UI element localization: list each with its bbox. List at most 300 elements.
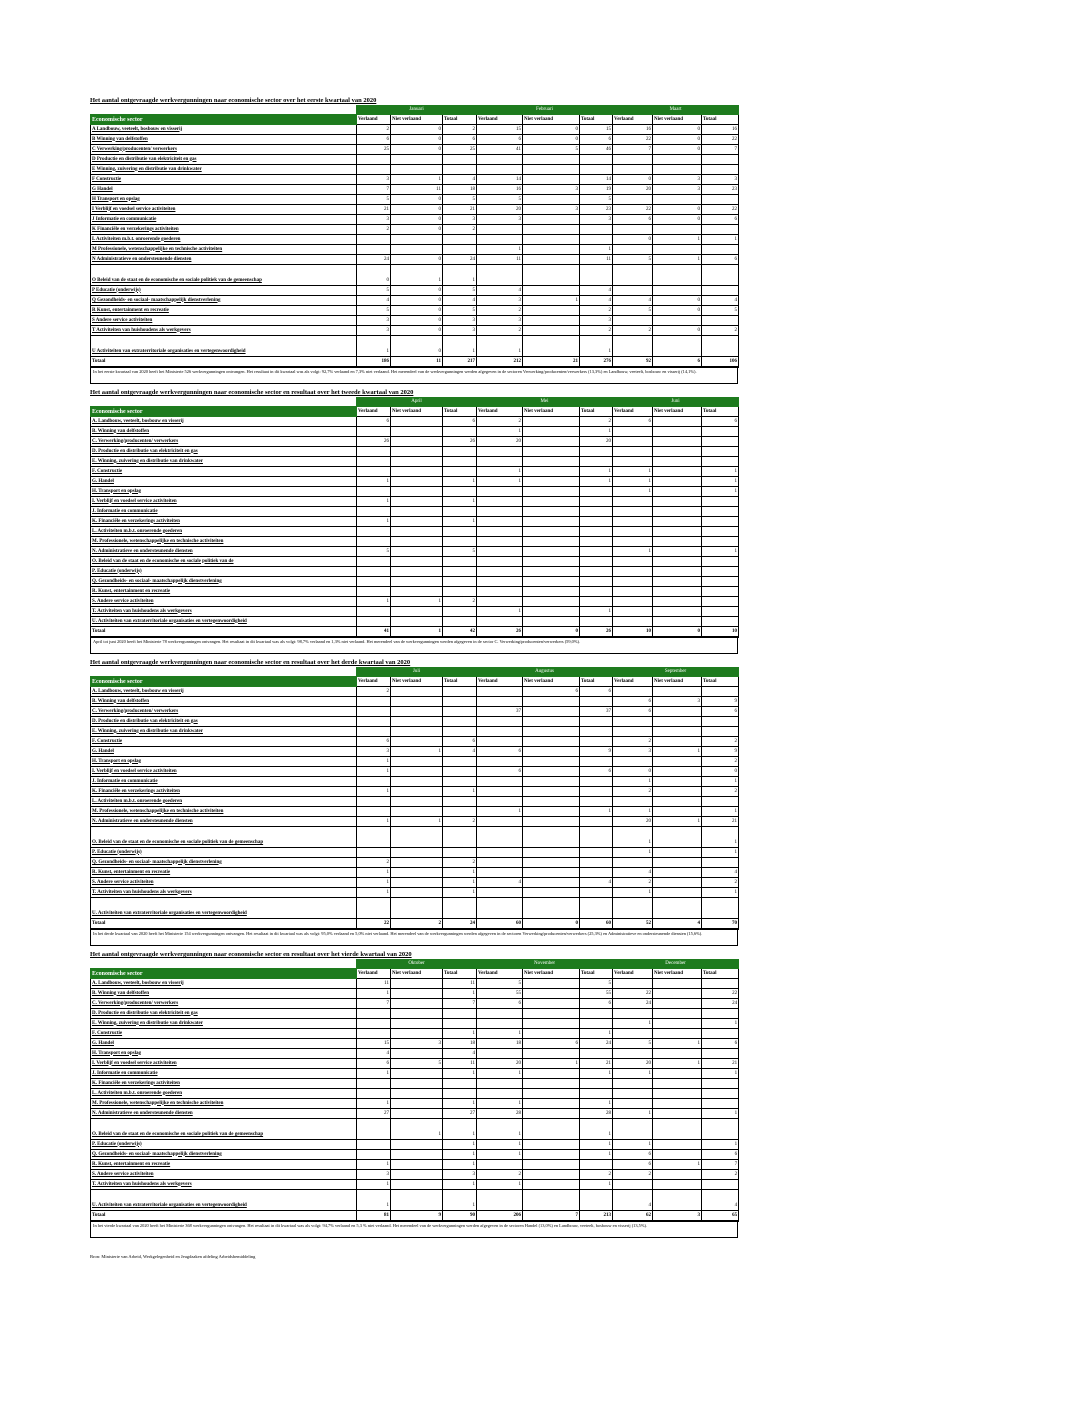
- count-cell: [702, 1099, 739, 1109]
- count-cell: [653, 537, 702, 547]
- count-cell: [613, 577, 653, 587]
- count-cell: [357, 577, 391, 587]
- count-cell: [580, 587, 613, 597]
- count-cell: 0: [391, 336, 443, 357]
- total-cell: 0: [653, 627, 702, 638]
- count-cell: 1: [477, 1140, 523, 1150]
- table-row: [91, 1109, 739, 1119]
- status-column-header: Niet verlaand: [653, 407, 702, 417]
- count-cell: [523, 827, 580, 848]
- count-cell: [613, 858, 653, 868]
- count-cell: [391, 1170, 443, 1180]
- table-row: [91, 1160, 739, 1170]
- sector-name: K Financiële en verzekerings activiteiten: [91, 225, 357, 235]
- count-cell: 1: [702, 807, 739, 817]
- status-column-header: Totaal: [580, 407, 613, 417]
- count-cell: [357, 427, 391, 437]
- count-cell: 21: [357, 205, 391, 215]
- count-cell: 20: [477, 437, 523, 447]
- count-cell: [391, 737, 443, 747]
- count-cell: 0: [702, 767, 739, 777]
- count-cell: 5: [580, 979, 613, 989]
- count-cell: [477, 1079, 523, 1089]
- count-cell: 1: [477, 336, 523, 357]
- count-cell: 3: [357, 175, 391, 185]
- count-cell: 20: [613, 1059, 653, 1069]
- count-cell: [523, 1089, 580, 1099]
- count-cell: [702, 316, 739, 326]
- count-cell: [523, 567, 580, 577]
- count-cell: [653, 286, 702, 296]
- count-cell: 1: [580, 467, 613, 477]
- count-cell: [523, 225, 580, 235]
- count-cell: [523, 1109, 580, 1119]
- count-cell: [653, 888, 702, 898]
- count-cell: 28: [580, 1109, 613, 1119]
- count-cell: [391, 467, 443, 477]
- count-cell: 1: [357, 878, 391, 888]
- count-cell: [357, 457, 391, 467]
- count-cell: [391, 878, 443, 888]
- total-cell: 92: [613, 357, 653, 368]
- count-cell: 37: [580, 707, 613, 717]
- count-cell: 2: [443, 817, 477, 827]
- count-cell: [653, 1140, 702, 1150]
- count-cell: 4: [580, 296, 613, 306]
- count-cell: 1: [580, 477, 613, 487]
- status-column-header: Verlaand: [477, 115, 523, 125]
- count-cell: 1: [477, 245, 523, 255]
- table-row: [91, 707, 739, 717]
- count-cell: [702, 245, 739, 255]
- count-cell: [613, 195, 653, 205]
- count-cell: 7: [702, 145, 739, 155]
- count-cell: 26: [357, 437, 391, 447]
- count-cell: 1: [357, 767, 391, 777]
- total-label: Totaal: [91, 1211, 357, 1222]
- count-cell: 6: [613, 707, 653, 717]
- sector-name: L. Activiteiten m.b.t. onroerende goederen: [91, 527, 357, 537]
- count-cell: 1: [477, 467, 523, 477]
- count-cell: 4: [443, 747, 477, 757]
- column-header-row: [91, 115, 739, 125]
- sector-name: F. Constructie: [91, 1029, 357, 1039]
- count-cell: 7: [443, 999, 477, 1009]
- count-cell: 5: [357, 547, 391, 557]
- count-cell: [613, 316, 653, 326]
- month-header: April: [357, 398, 477, 407]
- count-cell: 1: [702, 1019, 739, 1029]
- count-cell: [613, 1180, 653, 1190]
- status-column-header: Totaal: [580, 969, 613, 979]
- count-cell: 1: [443, 878, 477, 888]
- count-cell: 4: [613, 1190, 653, 1211]
- total-cell: 26: [580, 627, 613, 638]
- count-cell: [391, 989, 443, 999]
- count-cell: 1: [580, 1150, 613, 1160]
- count-cell: 1: [357, 1160, 391, 1170]
- table-row: [91, 145, 739, 155]
- count-cell: [391, 1150, 443, 1160]
- count-cell: [357, 447, 391, 457]
- count-cell: [580, 888, 613, 898]
- total-row: [91, 627, 739, 638]
- status-column-header: Niet verlaand: [523, 407, 580, 417]
- count-cell: 3: [523, 205, 580, 215]
- count-cell: [357, 165, 391, 175]
- count-cell: [613, 587, 653, 597]
- table-row: [91, 1029, 739, 1039]
- table-row: [91, 687, 739, 697]
- count-cell: [580, 1049, 613, 1059]
- count-cell: [391, 707, 443, 717]
- count-cell: [477, 868, 523, 878]
- count-cell: [653, 777, 702, 787]
- count-cell: [443, 777, 477, 787]
- total-cell: 212: [477, 357, 523, 368]
- count-cell: 2: [477, 417, 523, 427]
- count-cell: 4: [443, 296, 477, 306]
- count-cell: 1: [613, 827, 653, 848]
- count-cell: [477, 225, 523, 235]
- table-row: [91, 296, 739, 306]
- count-cell: 11: [477, 255, 523, 265]
- table-row: [91, 1039, 739, 1049]
- count-cell: [613, 557, 653, 567]
- count-cell: 16: [477, 185, 523, 195]
- sector-name: O. Beleid van de staat en de economische en sociale politiek van de: [91, 557, 357, 567]
- count-cell: 1: [357, 989, 391, 999]
- table-row: [91, 888, 739, 898]
- count-cell: [580, 868, 613, 878]
- sector-name: U. Activiteiten van extraterritoriale organisaties en vertegenwoordigheid: [91, 1190, 357, 1211]
- count-cell: [357, 567, 391, 577]
- count-cell: [477, 265, 523, 286]
- month-header-row: [91, 960, 739, 969]
- count-cell: 6: [477, 747, 523, 757]
- count-cell: 1: [702, 1069, 739, 1079]
- count-cell: [613, 979, 653, 989]
- count-cell: [477, 717, 523, 727]
- count-cell: 9: [580, 747, 613, 757]
- table-row: [91, 737, 739, 747]
- table-row: [91, 487, 739, 497]
- total-label: Totaal: [91, 919, 357, 930]
- count-cell: 1: [443, 1119, 477, 1140]
- count-cell: [580, 1089, 613, 1099]
- sector-name: F. Constructie: [91, 737, 357, 747]
- count-cell: [391, 417, 443, 427]
- table-row: [91, 316, 739, 326]
- count-cell: [523, 807, 580, 817]
- count-cell: [391, 1069, 443, 1079]
- table-row: [91, 477, 739, 487]
- count-cell: [580, 617, 613, 627]
- total-cell: 1: [391, 627, 443, 638]
- count-cell: [477, 817, 523, 827]
- count-cell: [477, 577, 523, 587]
- count-cell: [523, 898, 580, 919]
- werkvergunningen-table: [90, 667, 739, 930]
- count-cell: [613, 447, 653, 457]
- count-cell: 2: [443, 125, 477, 135]
- count-cell: 1: [443, 1190, 477, 1211]
- quarter-title: Het aantal ontgevraagde werkvergunningen naar economische sector en resultaat over het tweede kwartaal van 2020: [90, 389, 414, 396]
- table-row: [91, 437, 739, 447]
- count-cell: [443, 697, 477, 707]
- count-cell: [702, 577, 739, 587]
- count-cell: 1: [443, 1029, 477, 1039]
- sector-name: J. Informatie en communicatie: [91, 1069, 357, 1079]
- count-cell: [523, 787, 580, 797]
- count-cell: [391, 1089, 443, 1099]
- status-column-header: Totaal: [443, 115, 477, 125]
- count-cell: [443, 567, 477, 577]
- count-cell: [357, 155, 391, 165]
- quarter-note: In het derde kwartaal van 2020 heeft het Ministerie 154 werkvergunningen ontvangen. Het resultaat in dit kwartaal was als volgt: 95,0% verlaand en 5,0% niet verlaand. Het merendeel van de werkvergunningen werden afgegeven in de sectoren Verwerking/producenten/verwerkers (25,3%) en Administratieve en ondersteunende diensten (15,6%).: [90, 930, 738, 946]
- count-cell: 41: [477, 145, 523, 155]
- count-cell: 1: [653, 1160, 702, 1170]
- count-cell: [613, 165, 653, 175]
- count-cell: [443, 687, 477, 697]
- count-cell: 0: [391, 225, 443, 235]
- table-row: [91, 1049, 739, 1059]
- table-row: [91, 557, 739, 567]
- count-cell: 5: [357, 306, 391, 316]
- count-cell: [477, 527, 523, 537]
- count-cell: [653, 898, 702, 919]
- sector-name: I. Verblijf en voedsel service activiteiten: [91, 767, 357, 777]
- count-cell: 3: [443, 215, 477, 225]
- table-row: [91, 1150, 739, 1160]
- count-cell: 6: [613, 1160, 653, 1170]
- count-cell: [702, 1029, 739, 1039]
- count-cell: [443, 797, 477, 807]
- count-cell: [653, 225, 702, 235]
- count-cell: [357, 848, 391, 858]
- sector-name: L Activiteiten m.b.t. onroerende goederen: [91, 235, 357, 245]
- count-cell: [523, 175, 580, 185]
- count-cell: 1: [580, 807, 613, 817]
- count-cell: [523, 1140, 580, 1150]
- count-cell: [702, 1089, 739, 1099]
- count-cell: [443, 537, 477, 547]
- count-cell: 1: [653, 747, 702, 757]
- count-cell: [357, 1119, 391, 1140]
- count-cell: [702, 336, 739, 357]
- count-cell: [653, 878, 702, 888]
- count-cell: [613, 898, 653, 919]
- table-row: [91, 1170, 739, 1180]
- total-cell: 2: [391, 919, 443, 930]
- sector-name: L. Activiteiten m.b.t. onroerende goederen: [91, 1089, 357, 1099]
- count-cell: 4: [357, 1049, 391, 1059]
- count-cell: [391, 547, 443, 557]
- total-cell: 21: [523, 357, 580, 368]
- sector-name: P Educatie (onderwijs): [91, 286, 357, 296]
- count-cell: [523, 477, 580, 487]
- count-cell: [523, 1170, 580, 1180]
- count-cell: [653, 487, 702, 497]
- count-cell: 4: [443, 175, 477, 185]
- count-cell: 1: [580, 336, 613, 357]
- count-cell: [702, 225, 739, 235]
- total-cell: 60: [477, 919, 523, 930]
- count-cell: 1: [443, 888, 477, 898]
- month-header: December: [613, 960, 739, 969]
- count-cell: [443, 427, 477, 437]
- count-cell: 7: [357, 185, 391, 195]
- count-cell: 1: [357, 477, 391, 487]
- count-cell: [613, 507, 653, 517]
- count-cell: 1: [477, 1119, 523, 1140]
- count-cell: [523, 888, 580, 898]
- status-column-header: Verlaand: [613, 677, 653, 687]
- total-cell: 217: [443, 357, 477, 368]
- count-cell: [357, 617, 391, 627]
- count-cell: [443, 807, 477, 817]
- sector-name: N. Administratieve en ondersteunende diensten: [91, 547, 357, 557]
- table-row: [91, 868, 739, 878]
- table-row: [91, 999, 739, 1009]
- count-cell: 5: [443, 195, 477, 205]
- count-cell: 16: [613, 125, 653, 135]
- month-header: Januari: [357, 106, 477, 115]
- count-cell: [702, 1180, 739, 1190]
- count-cell: 1: [357, 1069, 391, 1079]
- count-cell: 15: [580, 125, 613, 135]
- count-cell: 2: [702, 757, 739, 767]
- count-cell: [653, 979, 702, 989]
- count-cell: 1: [443, 1140, 477, 1150]
- table-row: [91, 807, 739, 817]
- count-cell: [653, 447, 702, 457]
- count-cell: [613, 1049, 653, 1059]
- count-cell: 3: [653, 697, 702, 707]
- count-cell: 1: [613, 848, 653, 858]
- count-cell: [702, 427, 739, 437]
- count-cell: 5: [391, 1059, 443, 1069]
- table-row: [91, 235, 739, 245]
- count-cell: [523, 737, 580, 747]
- count-cell: 27: [443, 1109, 477, 1119]
- quarter-section: [90, 658, 738, 950]
- sector-name: N. Administratieve en ondersteunende diensten: [91, 817, 357, 827]
- count-cell: [613, 517, 653, 527]
- count-cell: [443, 507, 477, 517]
- sector-name: P. Educatie (onderwijs): [91, 567, 357, 577]
- count-cell: 0: [357, 265, 391, 286]
- count-cell: [523, 255, 580, 265]
- count-cell: [523, 1029, 580, 1039]
- count-cell: [523, 286, 580, 296]
- count-cell: 1: [702, 487, 739, 497]
- count-cell: 16: [702, 125, 739, 135]
- count-cell: [523, 1079, 580, 1089]
- count-cell: [391, 1019, 443, 1029]
- status-column-header: Verlaand: [357, 677, 391, 687]
- count-cell: [613, 1009, 653, 1019]
- count-cell: [613, 225, 653, 235]
- count-cell: [523, 577, 580, 587]
- count-cell: 0: [391, 205, 443, 215]
- count-cell: 4: [702, 296, 739, 306]
- count-cell: 6: [580, 767, 613, 777]
- count-cell: 1: [443, 1099, 477, 1109]
- count-cell: [391, 497, 443, 507]
- month-header: Oktober: [357, 960, 477, 969]
- count-cell: [391, 427, 443, 437]
- count-cell: [702, 567, 739, 577]
- count-cell: 2: [702, 787, 739, 797]
- count-cell: [653, 195, 702, 205]
- table-row: [91, 697, 739, 707]
- count-cell: [613, 717, 653, 727]
- count-cell: [477, 737, 523, 747]
- count-cell: 4: [613, 868, 653, 878]
- count-cell: [653, 868, 702, 878]
- count-cell: 22: [613, 205, 653, 215]
- count-cell: [523, 316, 580, 326]
- table-row: [91, 457, 739, 467]
- count-cell: 2: [477, 1170, 523, 1180]
- count-cell: 11: [391, 185, 443, 195]
- table-row: [91, 848, 739, 858]
- count-cell: [477, 617, 523, 627]
- count-cell: 1: [391, 175, 443, 185]
- table-row: [91, 1019, 739, 1029]
- total-cell: 276: [580, 357, 613, 368]
- count-cell: 5: [477, 979, 523, 989]
- count-cell: [613, 336, 653, 357]
- month-header: Juli: [357, 668, 477, 677]
- count-cell: [653, 858, 702, 868]
- count-cell: [477, 687, 523, 697]
- count-cell: 22: [702, 205, 739, 215]
- count-cell: [391, 577, 443, 587]
- count-cell: [477, 1049, 523, 1059]
- table-row: [91, 979, 739, 989]
- count-cell: [391, 1140, 443, 1150]
- count-cell: 1: [443, 265, 477, 286]
- table-row: [91, 1119, 739, 1140]
- count-cell: 3: [702, 175, 739, 185]
- count-cell: 3: [477, 316, 523, 326]
- count-cell: 1: [477, 1099, 523, 1109]
- count-cell: [391, 1190, 443, 1211]
- count-cell: 1: [702, 848, 739, 858]
- count-cell: 6: [357, 737, 391, 747]
- status-column-header: Niet verlaand: [391, 115, 443, 125]
- count-cell: 11: [443, 979, 477, 989]
- count-cell: 4: [580, 286, 613, 296]
- total-cell: 10: [702, 627, 739, 638]
- count-cell: 2: [702, 326, 739, 336]
- count-cell: [443, 827, 477, 848]
- total-cell: 0: [523, 919, 580, 930]
- count-cell: [477, 567, 523, 577]
- count-cell: [523, 868, 580, 878]
- count-cell: 0: [613, 235, 653, 245]
- count-cell: 1: [702, 477, 739, 487]
- count-cell: 1: [613, 1109, 653, 1119]
- sector-name: E Winning, zuivering en distributie van drinkwater: [91, 165, 357, 175]
- count-cell: 24: [613, 999, 653, 1009]
- count-cell: [613, 607, 653, 617]
- table-row: [91, 155, 739, 165]
- quarter-note: In het vierde kwartaal van 2020 heeft het Ministerie 368 werkvergunningen ontvangen. Het resultaat in dit kwartaal was als volgt: 94,7% verlaand en 5,3 % niet verlaand. Het merendeel van de werkvergunningen werden afgegeven in de sectoren Handel (13,0%) en Landbouw, veeteelt, bosbouw en visserij (13,5%).: [90, 1222, 738, 1238]
- count-cell: [653, 1109, 702, 1119]
